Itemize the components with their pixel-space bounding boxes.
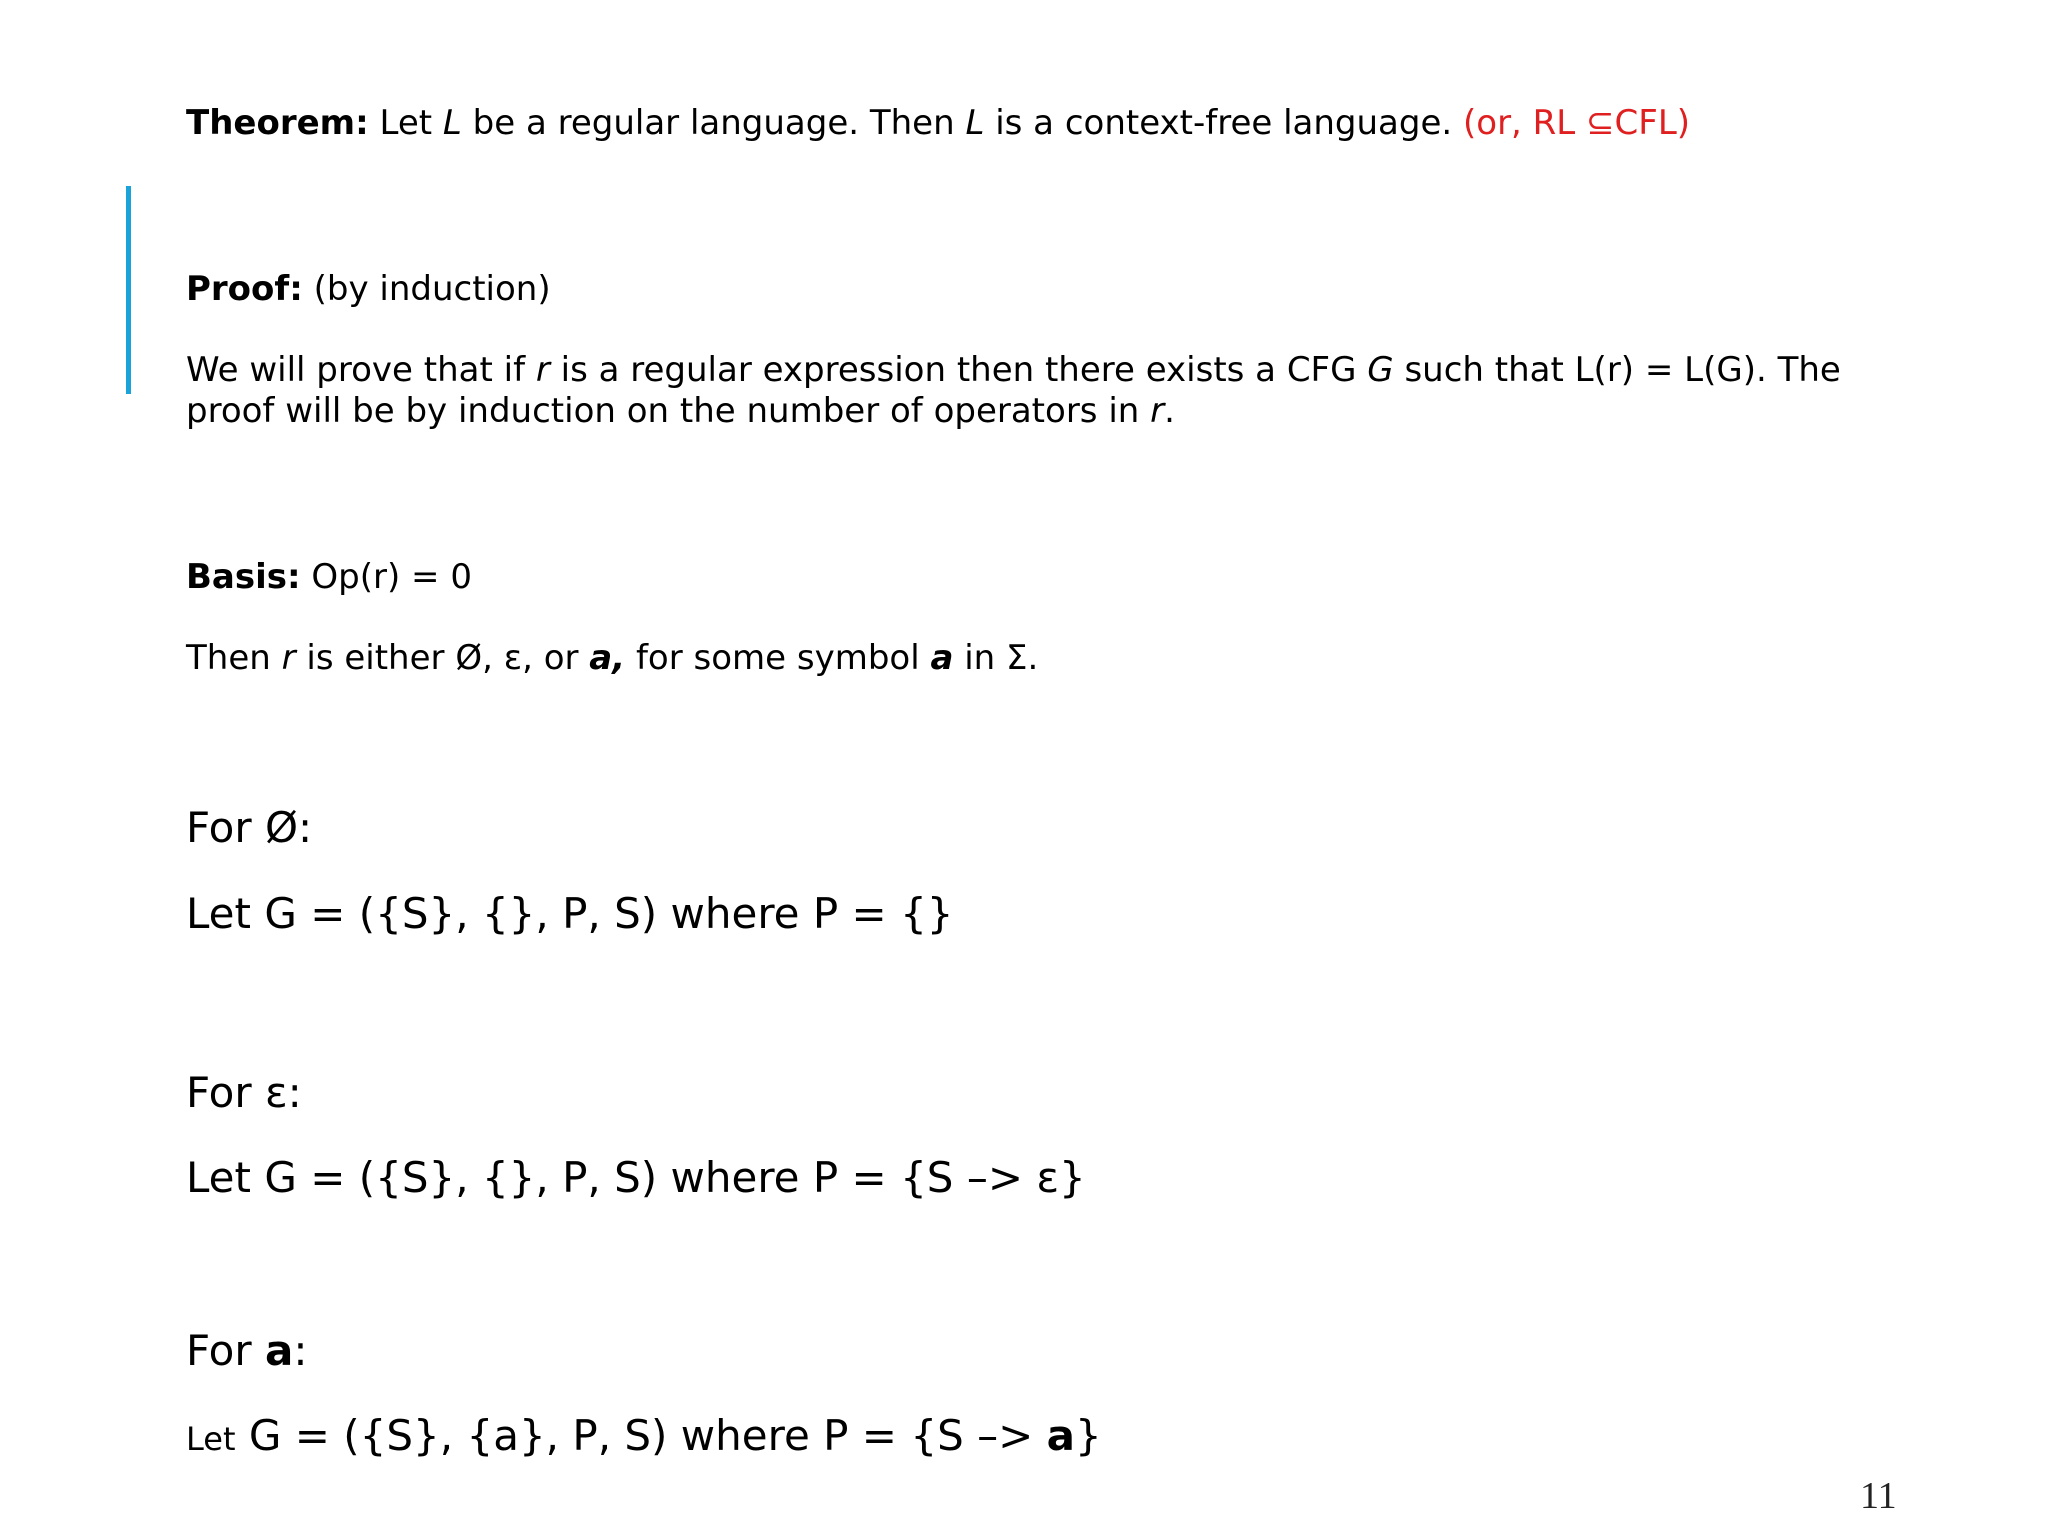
case-symbol-a: a — [1046, 1411, 1075, 1460]
theorem-note: (or, RL ⊆CFL) — [1463, 103, 1691, 143]
basis-line — [186, 557, 472, 598]
case-symbol-grammar — [186, 1411, 1102, 1461]
basis-text: in Σ. — [953, 638, 1039, 678]
theorem-label: Theorem: — [186, 103, 369, 143]
basis-text: is either — [295, 638, 456, 678]
theorem-text-2: be a regular language. Then — [461, 103, 966, 143]
case-symbol-let: Let — [186, 1420, 236, 1458]
basis-label: Basis: — [186, 557, 301, 597]
basis-text: Then — [186, 638, 282, 678]
theorem-line — [186, 103, 1690, 144]
basis-value: Op(r) = 0 — [300, 557, 472, 597]
proof-line — [186, 269, 551, 310]
proof-grammar-symbol: G — [1367, 350, 1394, 390]
theorem-language-symbol: L — [442, 103, 462, 143]
proof-statement-line-1 — [186, 350, 1841, 391]
basis-symbol-a: a — [930, 638, 954, 678]
basis-regex-symbol: r — [281, 638, 296, 678]
accent-bar — [126, 186, 131, 394]
case-symbol-heading — [186, 1326, 307, 1376]
theorem-text-1: Let — [368, 103, 443, 143]
proof-text: is a regular expression then there exists a CFG — [549, 350, 1368, 390]
proof-label: Proof: — [186, 269, 303, 309]
proof-text: . — [1164, 391, 1175, 431]
proof-method: (by induction) — [302, 269, 551, 309]
basis-empty-symbol: Ø, — [455, 638, 493, 678]
basis-symbol-a: a, — [589, 638, 626, 678]
page-number: 11 — [1860, 1475, 1897, 1517]
case-symbol-heading-text: : — [293, 1326, 308, 1375]
case-symbol-heading-text: For — [186, 1326, 265, 1375]
case-epsilon-heading: For ε: — [186, 1068, 302, 1117]
case-empty-grammar: Let G = ({S}, {}, P, S) where P = {} — [186, 889, 954, 938]
basis-cases-line — [186, 638, 1038, 679]
basis-text: for some symbol — [625, 638, 931, 678]
case-symbol-grammar-text: } — [1074, 1411, 1102, 1460]
proof-text: such that L(r) = L(G). The — [1393, 350, 1841, 390]
case-empty-heading: For Ø: — [186, 803, 313, 852]
proof-statement-line-2 — [186, 391, 1175, 432]
case-epsilon-grammar: Let G = ({S}, {}, P, S) where P = {S –> ε} — [186, 1153, 1086, 1202]
proof-regex-symbol: r — [535, 350, 550, 390]
basis-text: ε, or — [492, 638, 590, 678]
case-symbol-grammar-text: G = ({S}, {a}, P, S) where P = {S –> — [235, 1411, 1047, 1460]
proof-text: proof will be by induction on the number of operators in — [186, 391, 1151, 431]
theorem-language-symbol: L — [965, 103, 985, 143]
proof-text: We will prove that if — [186, 350, 536, 390]
case-symbol-a: a — [264, 1326, 294, 1375]
theorem-text-3: is a context-free language. — [984, 103, 1463, 143]
proof-regex-symbol: r — [1150, 391, 1165, 431]
